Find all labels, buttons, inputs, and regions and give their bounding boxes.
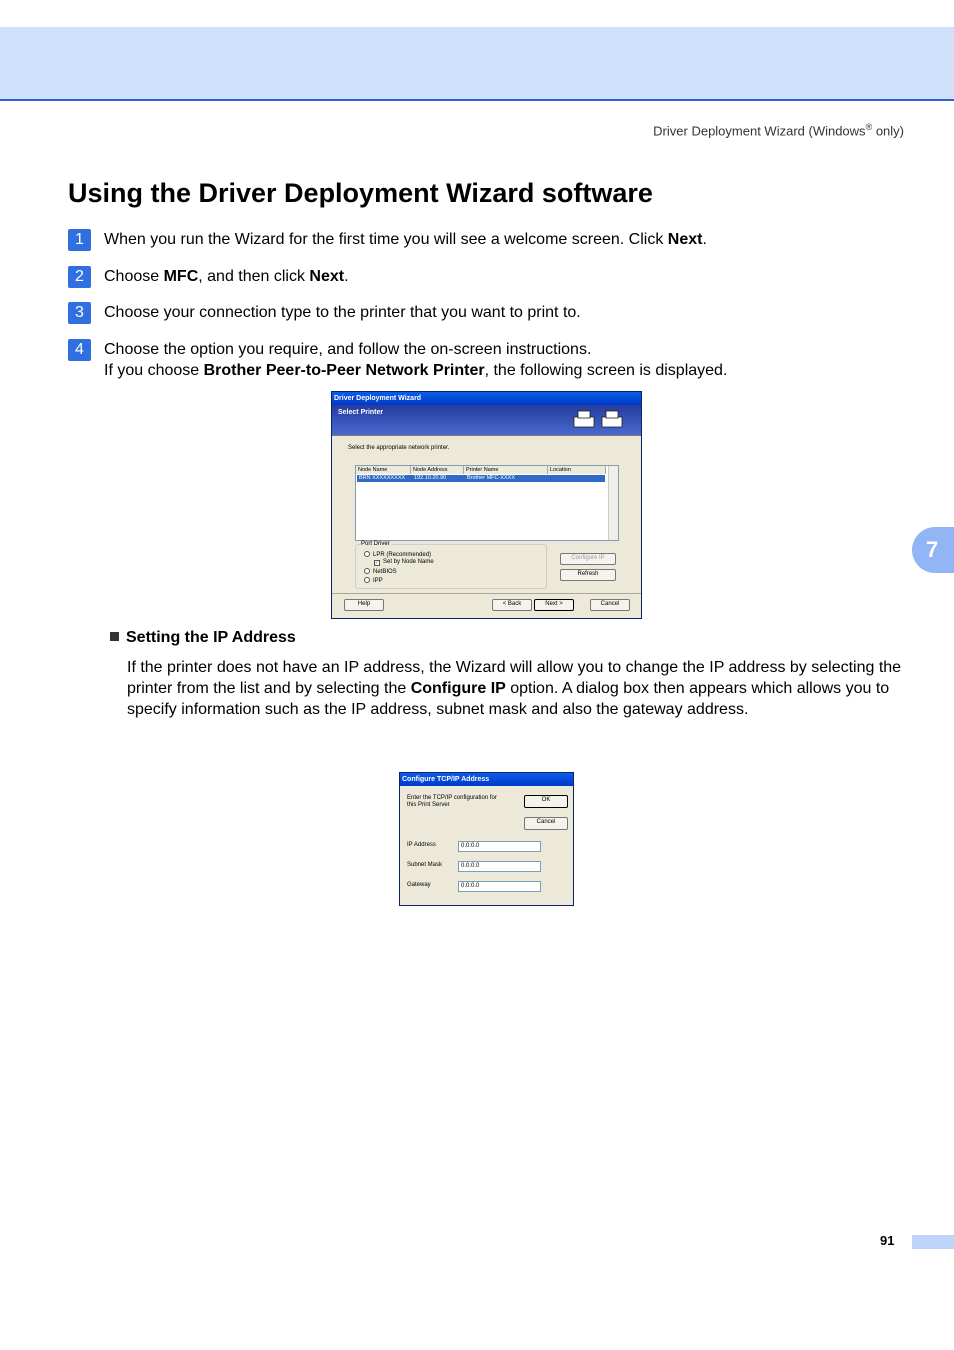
bullet-square-icon [110, 632, 119, 641]
help-button[interactable]: Help [344, 599, 384, 611]
subnet-mask-field[interactable]: 0.0.0.0 [458, 861, 541, 872]
chapter-tab: 7 [912, 527, 954, 573]
divider [332, 593, 641, 594]
column-header[interactable]: Printer Name [464, 466, 548, 474]
prompt-text-1: Enter the TCP/IP configuration for [407, 795, 497, 801]
instruction-text: Select the appropriate network printer. [348, 445, 450, 451]
step-number: 4 [68, 339, 91, 361]
page-title: Using the Driver Deployment Wizard software [68, 178, 653, 208]
header-band [0, 27, 954, 101]
step-number: 1 [68, 229, 91, 251]
dialog-title: Driver Deployment Wizard [332, 392, 641, 405]
radio-icon [364, 577, 370, 583]
option-netbios[interactable]: NetBIOS [364, 568, 397, 575]
back-button[interactable]: < Back [492, 599, 532, 611]
subnet-mask-label: Subnet Mask [407, 862, 443, 868]
ok-button[interactable]: OK [524, 795, 568, 808]
checkbox-icon: ✓ [375, 560, 379, 565]
page-tab [912, 1235, 954, 1249]
column-header[interactable]: Location [548, 466, 606, 474]
subheading: Setting the IP Address [110, 629, 296, 647]
ip-address-label: IP Address [407, 842, 436, 848]
option-lpr[interactable]: LPR (Recommended) [364, 551, 431, 558]
cell-node-name: BRN XXXXXXXXX [359, 475, 406, 481]
page-number: 91 [880, 1233, 895, 1248]
table-row[interactable] [357, 475, 605, 482]
prompt-text-2: this Print Server [407, 802, 450, 808]
cell-node-address: 192.10.20.90 [414, 475, 447, 481]
step-text: Choose your connection type to the printer that you want to print to. [104, 304, 581, 321]
step-text: When you run the Wizard for the first time you will see a welcome screen. Click Next. [104, 231, 707, 248]
cancel-button[interactable]: Cancel [590, 599, 630, 611]
scrollbar[interactable] [608, 466, 618, 540]
option-ipp[interactable]: IPP [364, 577, 383, 584]
ip-address-field[interactable]: 0.0.0.0 [458, 841, 541, 852]
dialog-title: Configure TCP/IP Address [400, 773, 573, 786]
refresh-button[interactable]: Refresh [560, 569, 616, 581]
printer-icon [572, 409, 628, 431]
column-header[interactable]: Node Address [411, 466, 464, 474]
configure-ip-button[interactable]: Configure IP [560, 553, 616, 565]
step-text: Choose the option you require, and follow the on-screen instructions. If you choose Brother Peer-to-Peer Network Printer, the following screen is displayed. [104, 341, 728, 379]
body-paragraph: If the printer does not have an IP address, the Wizard will allow you to change the IP address by selecting the printer from the list and by selecting the Configure IP option. A dialog box then appears which allows you to specify information such as the IP address, subnet mask and also the gateway address. [127, 659, 902, 718]
running-head: Driver Deployment Wizard (Windows® only) [653, 122, 904, 139]
configure-tcpip-dialog [399, 772, 574, 906]
printer-list[interactable] [355, 465, 619, 541]
next-button[interactable]: Next > [534, 599, 574, 611]
gateway-field[interactable]: 0.0.0.0 [458, 881, 541, 892]
option-set-by-node-name[interactable]: ✓ Set by Node Name [375, 559, 434, 565]
dialog-banner [332, 405, 641, 436]
port-driver-group [355, 541, 547, 589]
step-number: 3 [68, 302, 91, 324]
radio-icon [364, 551, 370, 557]
column-header[interactable]: Node Name [356, 466, 411, 474]
radio-icon [364, 568, 370, 574]
driver-deployment-wizard-dialog [331, 391, 642, 619]
gateway-label: Gateway [407, 882, 431, 888]
step-text: Choose MFC, and then click Next. [104, 268, 349, 285]
cell-printer-name: Brother MFC-XXXX [467, 475, 515, 481]
cancel-button[interactable]: Cancel [524, 817, 568, 830]
group-label: Port Driver [361, 541, 390, 547]
step-number: 2 [68, 266, 91, 288]
banner-title: Select Printer [338, 409, 384, 416]
